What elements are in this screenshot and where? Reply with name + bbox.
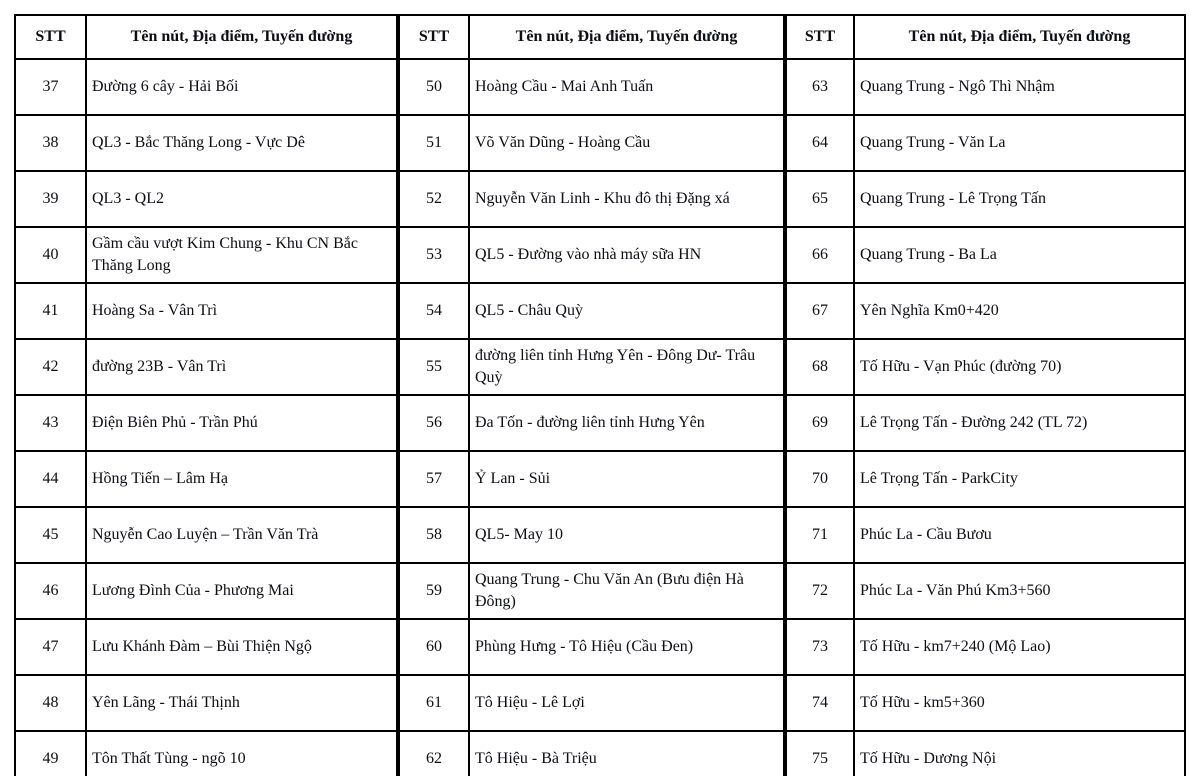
route-cell: Phúc La - Cầu Bươu <box>854 507 1185 563</box>
table-row <box>399 563 784 619</box>
table-row <box>15 731 397 776</box>
table-row <box>786 283 1185 339</box>
stt-cell: 44 <box>15 451 86 507</box>
intersection-table-1 <box>14 14 398 776</box>
table-row <box>15 563 397 619</box>
route-cell: Lưu Khánh Đàm – Bùi Thiện Ngộ <box>86 619 397 675</box>
stt-cell: 47 <box>15 619 86 675</box>
route-cell: Gầm cầu vượt Kim Chung - Khu CN Bắc Thăng Long <box>86 227 397 283</box>
table-row <box>15 171 397 227</box>
route-cell: QL5 - Đường vào nhà máy sữa HN <box>469 227 784 283</box>
route-header: Tên nút, Địa điểm, Tuyến đường <box>854 15 1185 59</box>
stt-cell: 58 <box>399 507 469 563</box>
stt-cell: 75 <box>786 731 854 776</box>
route-cell: Điện Biên Phủ - Trần Phú <box>86 395 397 451</box>
table-row <box>786 227 1185 283</box>
stt-cell: 37 <box>15 59 86 115</box>
table-row <box>399 507 784 563</box>
table-row <box>15 115 397 171</box>
route-cell: Tố Hữu - km5+360 <box>854 675 1185 731</box>
stt-cell: 39 <box>15 171 86 227</box>
table-row <box>786 563 1185 619</box>
header-row <box>15 15 397 59</box>
stt-cell: 61 <box>399 675 469 731</box>
stt-cell: 64 <box>786 115 854 171</box>
table-row <box>399 59 784 115</box>
stt-cell: 53 <box>399 227 469 283</box>
table-row <box>786 731 1185 776</box>
route-cell: Yên Nghĩa Km0+420 <box>854 283 1185 339</box>
table-row <box>399 283 784 339</box>
table-row <box>786 451 1185 507</box>
table-row <box>399 395 784 451</box>
stt-cell: 68 <box>786 339 854 395</box>
stt-cell: 38 <box>15 115 86 171</box>
route-cell: QL5 - Châu Quỳ <box>469 283 784 339</box>
route-cell: Nguyễn Văn Linh - Khu đô thị Đặng xá <box>469 171 784 227</box>
intersection-table-3 <box>785 14 1186 776</box>
stt-cell: 49 <box>15 731 86 776</box>
table-row <box>399 675 784 731</box>
stt-cell: 43 <box>15 395 86 451</box>
table-row <box>786 675 1185 731</box>
table-row <box>15 395 397 451</box>
table-row <box>15 451 397 507</box>
table-row <box>786 171 1185 227</box>
stt-cell: 42 <box>15 339 86 395</box>
stt-cell: 63 <box>786 59 854 115</box>
table-row <box>399 619 784 675</box>
route-header: Tên nút, Địa điểm, Tuyến đường <box>86 15 397 59</box>
table-row <box>15 227 397 283</box>
stt-cell: 41 <box>15 283 86 339</box>
route-cell: Đường 6 cây - Hải Bối <box>86 59 397 115</box>
stt-cell: 40 <box>15 227 86 283</box>
route-cell: QL5- May 10 <box>469 507 784 563</box>
table-row <box>399 731 784 776</box>
route-cell: Hồng Tiến – Lâm Hạ <box>86 451 397 507</box>
route-cell: Quang Trung - Văn La <box>854 115 1185 171</box>
stt-cell: 52 <box>399 171 469 227</box>
route-cell: Phùng Hưng - Tô Hiệu (Cầu Đen) <box>469 619 784 675</box>
stt-cell: 62 <box>399 731 469 776</box>
table-row <box>399 339 784 395</box>
route-cell: Quang Trung - Chu Văn An (Bưu điện Hà Đông) <box>469 563 784 619</box>
route-cell: Hoàng Sa - Vân Trì <box>86 283 397 339</box>
route-cell: Ỷ Lan - Sủi <box>469 451 784 507</box>
header-row <box>786 15 1185 59</box>
stt-cell: 66 <box>786 227 854 283</box>
stt-cell: 57 <box>399 451 469 507</box>
stt-cell: 74 <box>786 675 854 731</box>
header-row <box>399 15 784 59</box>
table-row <box>786 339 1185 395</box>
table-row <box>786 507 1185 563</box>
intersection-table-2 <box>398 14 785 776</box>
stt-cell: 45 <box>15 507 86 563</box>
stt-cell: 69 <box>786 395 854 451</box>
intersection-tables-row <box>14 14 1186 776</box>
stt-cell: 59 <box>399 563 469 619</box>
route-cell: đường 23B - Vân Trì <box>86 339 397 395</box>
table-body <box>399 59 784 776</box>
stt-cell: 65 <box>786 171 854 227</box>
stt-cell: 55 <box>399 339 469 395</box>
route-cell: Tô Hiệu - Bà Triệu <box>469 731 784 776</box>
stt-header: STT <box>15 15 86 59</box>
route-cell: Đa Tốn - đường liên tỉnh Hưng Yên <box>469 395 784 451</box>
route-cell: Tố Hữu - Dương Nội <box>854 731 1185 776</box>
route-cell: đường liên tỉnh Hưng Yên - Đông Dư- Trâu Quỳ <box>469 339 784 395</box>
route-cell: Tôn Thất Tùng - ngõ 10 <box>86 731 397 776</box>
route-cell: Quang Trung - Ngô Thì Nhậm <box>854 59 1185 115</box>
stt-cell: 51 <box>399 115 469 171</box>
route-cell: Lê Trọng Tấn - ParkCity <box>854 451 1185 507</box>
stt-cell: 72 <box>786 563 854 619</box>
stt-cell: 50 <box>399 59 469 115</box>
table-row <box>15 283 397 339</box>
table-row <box>15 619 397 675</box>
table-row <box>15 339 397 395</box>
route-cell: Tô Hiệu - Lê Lợi <box>469 675 784 731</box>
table-row <box>399 171 784 227</box>
stt-cell: 67 <box>786 283 854 339</box>
route-cell: Quang Trung - Lê Trọng Tấn <box>854 171 1185 227</box>
table-row <box>399 115 784 171</box>
table-row <box>786 115 1185 171</box>
route-cell: Võ Văn Dũng - Hoàng Cầu <box>469 115 784 171</box>
stt-header: STT <box>399 15 469 59</box>
table-row <box>15 59 397 115</box>
route-header: Tên nút, Địa điểm, Tuyến đường <box>469 15 784 59</box>
stt-cell: 60 <box>399 619 469 675</box>
route-cell: Tố Hữu - km7+240 (Mộ Lao) <box>854 619 1185 675</box>
stt-header: STT <box>786 15 854 59</box>
stt-cell: 70 <box>786 451 854 507</box>
route-cell: QL3 - QL2 <box>86 171 397 227</box>
stt-cell: 48 <box>15 675 86 731</box>
table-row <box>399 451 784 507</box>
table-body <box>786 59 1185 776</box>
table-row <box>399 227 784 283</box>
route-cell: Tố Hữu - Vạn Phúc (đường 70) <box>854 339 1185 395</box>
route-cell: Nguyễn Cao Luyện – Trần Văn Trà <box>86 507 397 563</box>
table-body <box>15 59 397 776</box>
stt-cell: 54 <box>399 283 469 339</box>
route-cell: Hoàng Cầu - Mai Anh Tuấn <box>469 59 784 115</box>
route-cell: Quang Trung - Ba La <box>854 227 1185 283</box>
stt-cell: 46 <box>15 563 86 619</box>
table-row <box>786 59 1185 115</box>
route-cell: Phúc La - Văn Phú Km3+560 <box>854 563 1185 619</box>
table-row <box>15 507 397 563</box>
table-row <box>786 395 1185 451</box>
stt-cell: 71 <box>786 507 854 563</box>
table-row <box>786 619 1185 675</box>
route-cell: QL3 - Bắc Thăng Long - Vực Dê <box>86 115 397 171</box>
table-row <box>15 675 397 731</box>
route-cell: Lê Trọng Tấn - Đường 242 (TL 72) <box>854 395 1185 451</box>
stt-cell: 73 <box>786 619 854 675</box>
route-cell: Lương Đình Của - Phương Mai <box>86 563 397 619</box>
route-cell: Yên Lãng - Thái Thịnh <box>86 675 397 731</box>
stt-cell: 56 <box>399 395 469 451</box>
